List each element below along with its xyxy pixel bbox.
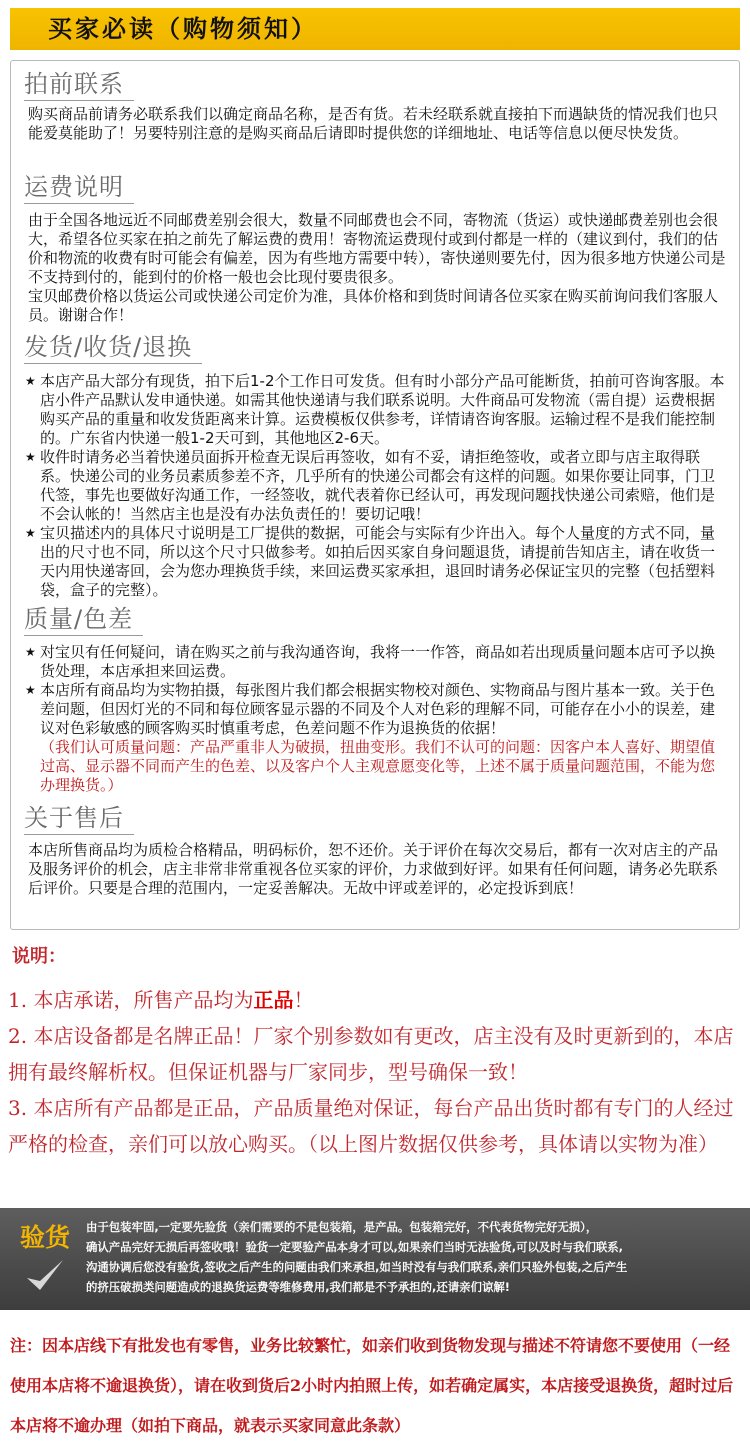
section-title-aftersale: 关于售后 [24,804,124,832]
delivery-item: ★ 收件时请务必当着快递员面拆开检查无误后再签收，如有不妥，请拒绝签收，或者立即与店主取得联系。快递公司的业务员素质参差不齐，几乎所有的快递公司都会有这样的问题。如果你要让同事，门卫代签，事先也要做好沟通工作，一经签收，就代表着你已经认可，再发现问题找快递公司索赔，他们是不会认帐的！当然店主也是没有办法负责任的！要切记哦！ [25,448,716,523]
star-bullet-icon: ★ [25,450,36,464]
inspection-text [86,1217,742,1297]
section-title-delivery: 发货/收货/退换 [24,333,193,361]
star-bullet-icon: ★ [25,374,36,388]
quality-red-note: （我们认可质量问题：产品严重非人为破损，扭曲变形。我们不认可的问题：因客户本人喜好、期望值过高、显示器不同而产生的色差、以及客户个人主观意愿变化等，上述不属于质量问题范围，不能为您办理换货。） [40,738,716,794]
delivery-list [24,372,729,600]
contact-text [28,105,728,143]
star-bullet-icon: ★ [25,645,36,659]
notice-panel [10,60,740,930]
genuine-emphasis: 正品 [253,988,294,1012]
quality-item: ★ 本店所有商品均为实物拍摄，每张图片我们都会根据实物校对颜色、实物商品与图片基本一致。关于色差问题，但因灯光的不同和每位顾客显示器的不同及个人对色彩的理解不同，可能存在小小的误差，建议对色彩敏感的顾客购买时慎重考虑，色差问题不作为退换货的依据！ [25,681,716,737]
inspection-line: 由于包装牢固,一定要先验货（亲们需要的不是包装箱，是产品。包装箱完好，不代表货物完好无损）， [86,1220,598,1234]
shipping-paragraph-2: 宝贝邮费价格以货运公司或快递公司定价为准，具体价格和到货时间请各位买家在购买前询问我们客服人员。谢谢合作！ [28,287,719,324]
banner-title: 买家必读（购物须知） [48,15,318,43]
notes-list [8,982,738,1162]
contact-paragraph: 购买商品前请务必联系我们以确定商品名称，是否有货。若未经联系就直接拍下而遇缺货的情况我们也只能爱莫能助了！另要特别注意的是购买商品后请即时提供您的详细地址、电话等信息以便尽快发货。 [28,105,719,142]
delivery-item: ★ 本店产品大部分有现货，拍下后1-2个工作日可发货。但有时小部分产品可能断货，拍前可咨询客服。本店小件产品默认发申通快递。如需其他快递请与我们联系说明。大件商品可发物流（需自提）运费根据购买产品的重量和收发货距离来计算。运费模板仅供参考，详情请咨询客服。运输过程不是我们能控制的。广东省内快递一般1-2天可到，其他地区2-6天。 [25,372,725,447]
inspection-label: 验货 [20,1223,71,1252]
inspection-line: 的挤压破损类问题造成的退换货运费等维修费用,我们都是不予承担的,还请亲们谅解! [86,1280,510,1294]
header-banner [10,8,740,50]
section-title-contact: 拍前联系 [24,70,124,98]
note-line-1: 1. 本店承诺，所售产品均为正品！ [8,988,314,1012]
section-title-shipping: 运费说明 [24,173,124,201]
delivery-item: ★ 宝贝描述内的具体尺寸说明是工厂提供的数据，可能会与实际有少许出入。每个人量度的方式不同，量出的尺寸也不同，所以这个尺寸只做参考。如拍后因买家自身问题退货，请提前告知店主，请在收货一天内用快递寄回，会为您办理换货手续，来回运费买家承担，退回时请务必保证宝贝的完整（包括塑料袋，盒子的完整）。 [25,524,716,599]
note-line-2: 2. 本店设备都是名牌正品！厂家个别参数如有更改，店主没有及时更新到的，本店拥有最终解析权。但保证机器与厂家同步，型号确保一致！ [8,1024,734,1084]
footer-text: 注：因本店线下有批发也有零售，业务比较繁忙，如亲们收到货物发现与描述不符请您不要使用（一经使用本店将不逾退换货），请在收到货后2小时内拍照上传，如若确定属实，本店接受退换货，超时过后本店将不逾办理（如拍下商品，就表示买家同意此条款） [10,1336,734,1435]
quality-item: ★ 对宝贝有任何疑问，请在购买之前与我沟通咨询，我将一一作答，商品如若出现质量问题本店可予以换货处理，本店承担来回运费。 [25,643,716,680]
star-bullet-icon: ★ [25,526,36,540]
shipping-paragraph-1: 由于全国各地远近不同邮费差别会很大，数量不同邮费也会不同，寄物流（货运）或快递邮费差别也会很大，希望各位买家在拍之前先了解运费的费用！寄物流运费现付或到付都是一样的（建议到付，我们的估价和物流的收费有时可能会有偏差，因为有些地方需要中转），寄快递则要先付，因为很多地方快递公司是不支持到付的，能到付的价格一般也会比现付要贵很多。 [28,211,726,286]
inspection-line: 确认产品完好无损后再签收哦！验货一定要验产品本身才可以,如果亲们当时无法验货,可以及时与我们联系, [86,1240,623,1254]
footer-note [10,1326,744,1446]
aftersale-paragraph: 本店所售商品均为质检合格精品，明码标价，恕不还价。关于评价在每次交易后，都有一次对店主的产品及服务评价的机会，店主非常非常重视各位买家的评价，力求做到好评。如果有任何问题，请务必先联系后评价。只要是合理的范围内，一定妥善解决。无故中评或差评的，必定投诉到底！ [28,841,719,897]
section-title-quality: 质量/色差 [24,605,134,633]
checkmark-icon [24,1254,66,1296]
notes-heading: 说明： [12,946,66,967]
quality-list [24,643,729,795]
inspection-line: 沟通协调后您没有验货,签收之后产生的问题由我们来承担,如当时没有与我们联系,亲们只验外包装,之后产生 [86,1260,628,1274]
star-bullet-icon: ★ [25,683,36,697]
aftersale-text [28,841,728,898]
shipping-text [28,211,728,325]
note-line-3: 3. 本店所有产品都是正品，产品质量绝对保证，每台产品出货时都有专门的人经过严格的检查，亲们可以放心购买。（以上图片数据仅供参考，具体请以实物为准） [8,1096,734,1156]
inspection-bar [0,1208,750,1310]
